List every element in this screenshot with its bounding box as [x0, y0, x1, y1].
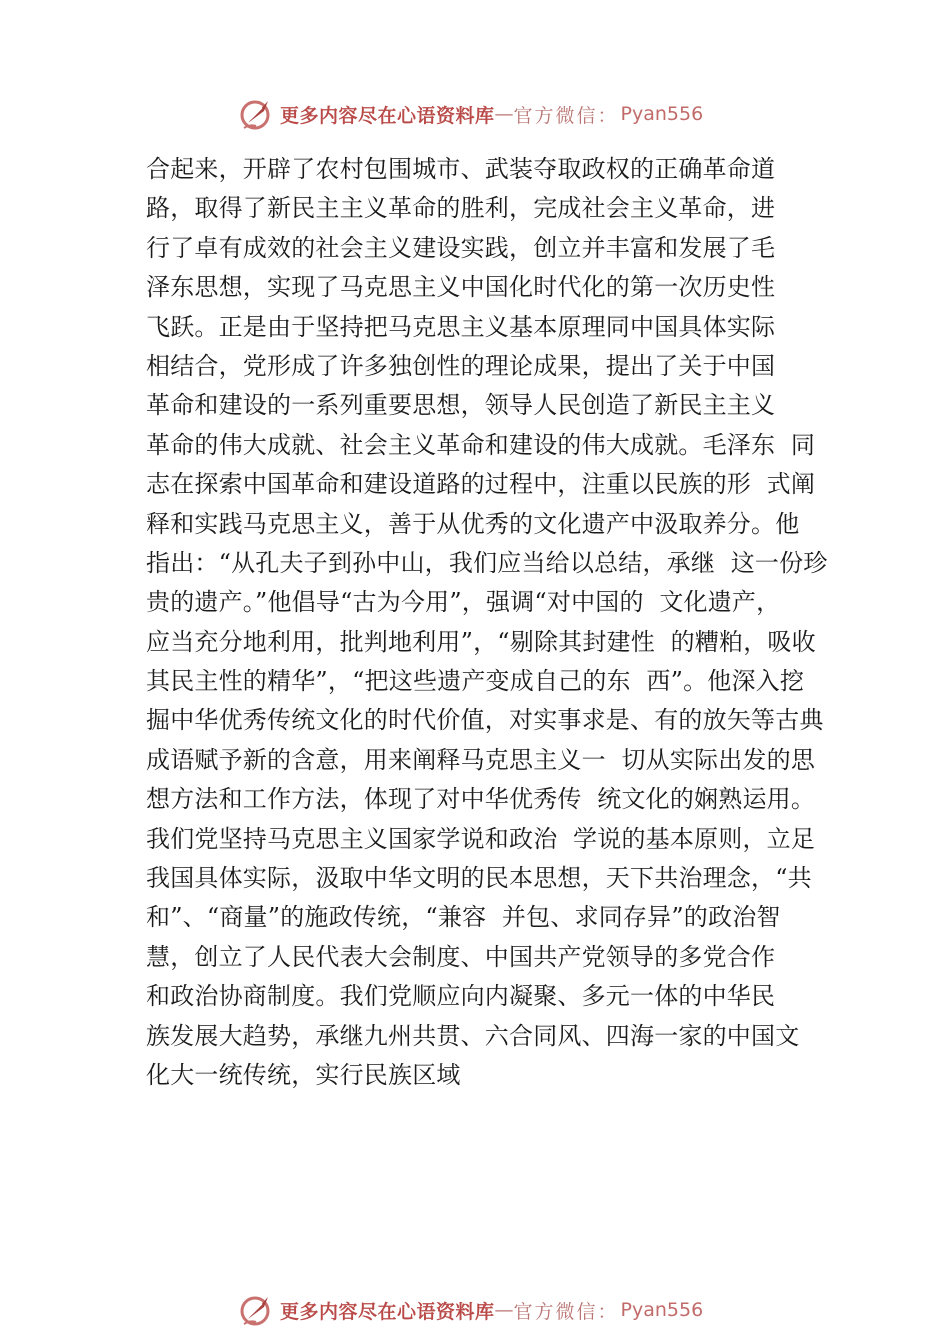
- header-watermark-banner: [238, 94, 703, 134]
- body-text-line: 成语赋予新的含意，用来阐释马克思主义一 切从实际出发的思: [146, 745, 816, 774]
- banner-title: 更多内容尽在心语资料库: [280, 104, 495, 127]
- body-text-line: 合起来，开辟了农村包围城市、武装夺取政权的正确革命道: [146, 155, 776, 183]
- body-text-line: 行了卓有成效的社会主义建设实践，创立并丰富和发展了毛: [146, 233, 776, 262]
- body-text-line: 应当充分地利用，批判地利用”，“剔除其封建性 的糟粕，吸收: [146, 627, 816, 656]
- body-text-line: 相结合，党形成了许多独创性的理论成果，提出了关于中国: [146, 351, 776, 380]
- banner-contact-id: Pyan556: [620, 1299, 704, 1321]
- quill-seal-icon: [238, 96, 274, 132]
- banner-contact-label: 官方微信：: [513, 104, 619, 127]
- body-text-line: 贵的遗产。”他倡导“古为今用”，强调“对中国的 文化遗产，: [146, 588, 781, 617]
- body-text-line: 族发展大趋势，承继九州共贯、六合同风、四海一家的中国文: [146, 1021, 800, 1050]
- body-text-line: 革命和建设的一系列重要思想，领导人民创造了新民主主义: [146, 391, 776, 420]
- body-text-line: 泽东思想，实现了马克思主义中国化时代化的第一次历史性: [146, 273, 776, 302]
- body-text-line: 和”、“商量”的施政传统，“兼容 并包、求同存异”的政治智: [146, 903, 781, 932]
- body-text-line: 和政治协商制度。我们党顺应向内凝聚、多元一体的中华民: [146, 982, 776, 1011]
- body-text-line: 掘中华优秀传统文化的时代价值，对实事求是、有的放矢等古典: [146, 706, 824, 735]
- quill-seal-icon: [238, 1292, 274, 1328]
- banner-contact-label: 官方微信：: [513, 1300, 619, 1323]
- body-text-line: 我国具体实际，汲取中华文明的民本思想，天下共治理念，“共: [146, 864, 812, 893]
- document-body: [146, 150, 846, 1095]
- body-text-line: 慧，创立了人民代表大会制度、中国共产党领导的多党合作: [146, 942, 776, 971]
- banner-separator: —: [494, 103, 514, 125]
- body-text-line: 指出：“从孔夫子到孙中山，我们应当给以总结，承继 这一份珍: [146, 548, 828, 577]
- body-text-line: 路，取得了新民主主义革命的胜利，完成社会主义革命，进: [146, 194, 776, 223]
- banner-separator: —: [494, 1299, 514, 1321]
- body-text-line: 飞跃。正是由于坚持把马克思主义基本原理同中国具体实际: [146, 312, 776, 341]
- banner-contact-id: Pyan556: [620, 103, 704, 125]
- body-text-line: 其民主性的精华”，“把这些遗产变成自己的东 西”。他深入挖: [146, 667, 805, 696]
- body-text-line: 我们党坚持马克思主义国家学说和政治 学说的基本原则，立足: [146, 824, 816, 853]
- banner-title: 更多内容尽在心语资料库: [280, 1300, 495, 1323]
- body-text-line: 想方法和工作方法，体现了对中华优秀传 统文化的娴熟运用。: [146, 785, 816, 814]
- footer-watermark-banner: [238, 1290, 703, 1330]
- body-text-line: 革命的伟大成就、社会主义革命和建设的伟大成就。毛泽东 同: [146, 430, 816, 459]
- body-text-line: 化大一统传统，实行民族区域: [146, 1060, 461, 1089]
- body-text-line: 释和实践马克思主义，善于从优秀的文化遗产中汲取养分。他: [146, 509, 800, 538]
- body-text-line: 志在探索中国革命和建设道路的过程中，注重以民族的形 式阐: [146, 470, 816, 499]
